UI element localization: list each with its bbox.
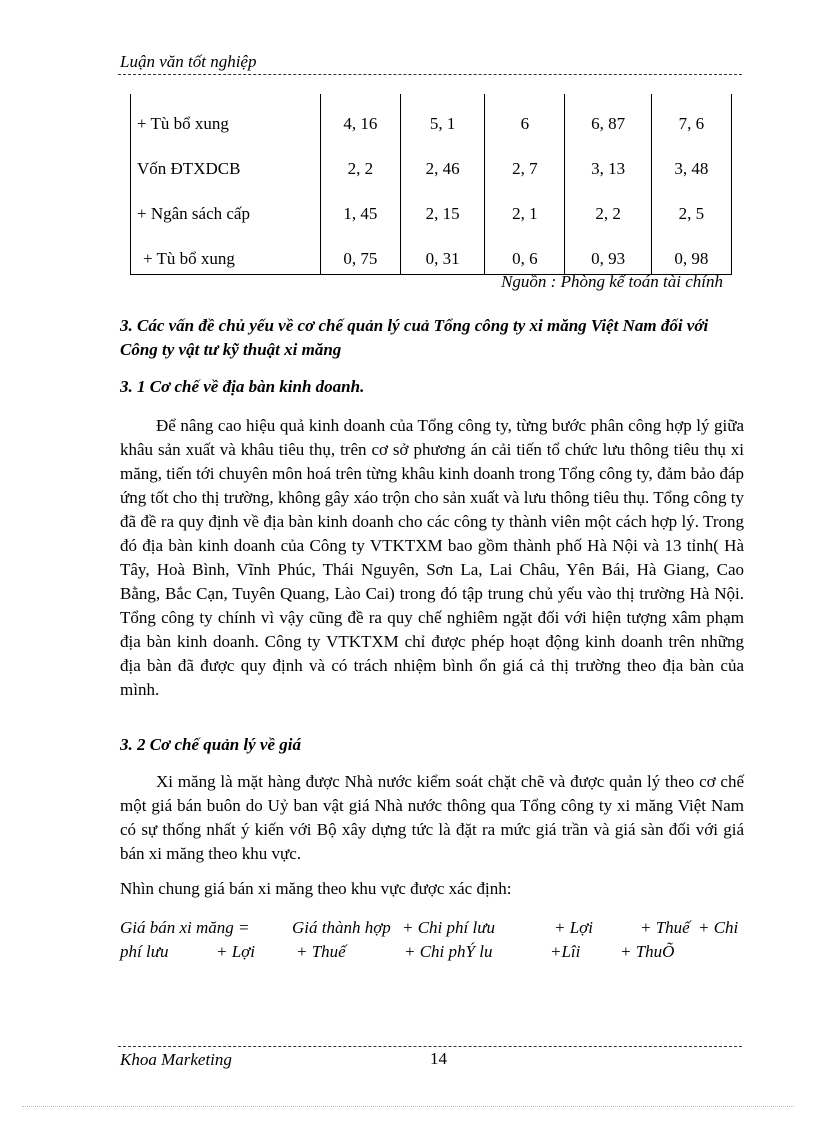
table-row [131,94,732,139]
formula-line [120,940,744,964]
formula-term: phí lưu [120,942,169,961]
section-3-1-paragraph [120,414,744,702]
table-cell: 3, 48 [651,139,731,184]
table-cell: 2, 15 [400,184,484,229]
table-cell: 5, 1 [400,94,484,139]
table-row-label: Vốn ĐTXDCB [131,139,321,184]
header-title: Luận văn tốt nghiệp [120,52,257,71]
table-cell: 2, 7 [485,139,565,184]
formula-term: + Chi phí lưu [402,918,496,937]
section-3-heading: 3. Các vấn đề chủ yếu về cơ chế quản lý cuả Tổng công ty xi măng Việt Nam đối với Công ty vật tư kỹ thuật xi măng [120,316,709,359]
formula-term: + Thuế [296,942,346,961]
paragraph-text: Xi măng là mặt hàng được Nhà nước kiểm soát chặt chẽ và được quản lý theo cơ chế một giá bán buôn do Uỷ ban vật giá Nhà nước thông qua Tổng công ty xi măng Việt Nam có sự thống nhất ý kiến với Bộ xây dựng tức là đặt ra mức giá trần và giá sàn đối với giá bán xi măng theo khu vực. [120,772,744,863]
formula-line [120,916,744,940]
price-formula [120,916,744,964]
formula-term: Giá thành hợp [292,918,391,937]
table-cell: 4, 16 [320,94,400,139]
table-cell: 7, 6 [651,94,731,139]
table-row [131,229,732,275]
table-cell: 0, 6 [485,229,565,275]
table-cell: 2, 5 [651,184,731,229]
header-divider [118,74,742,75]
table-cell: 0, 31 [400,229,484,275]
table-cell: 3, 13 [565,139,651,184]
table-cell: 2, 2 [565,184,651,229]
formula-term: + ThuÕ [620,942,675,961]
page-bottom-border [22,1106,794,1107]
table-cell: 1, 45 [320,184,400,229]
formula-term: + Chi [698,918,739,937]
table-cell: 6, 87 [565,94,651,139]
formula-term: + Lợi [216,942,255,961]
formula-term: + Chi phÝ lu [404,942,493,961]
data-table [130,94,732,275]
table-cell: 0, 93 [565,229,651,275]
table-row [131,139,732,184]
table-cell: 6 [485,94,565,139]
page-number: 14 [430,1049,447,1068]
formula-intro: Nhìn chung giá bán xi măng theo khu vực được xác định: [120,879,512,898]
table-cell: 0, 75 [320,229,400,275]
formula-term: Giá bán xi măng = [120,918,250,937]
table-cell: 2, 2 [320,139,400,184]
section-3-2-heading: 3. 2 Cơ chế quản lý về giá [120,735,301,754]
table-cell: 0, 98 [651,229,731,275]
footer-divider [118,1046,742,1047]
table-source-note: Nguồn : Phòng kế toán tài chính [501,272,723,291]
table-row-label: + Tù bổ xung [131,229,321,275]
table-row [131,184,732,229]
formula-term: +Lîi [550,942,581,961]
section-3-1-heading: 3. 1 Cơ chế về địa bàn kinh doanh. [120,377,365,396]
table-cell: 2, 1 [485,184,565,229]
formula-term: + Lợi [554,918,593,937]
formula-term: + Thuế [640,918,690,937]
paragraph-text: Để nâng cao hiệu quả kinh doanh của Tổng công ty, từng bước phân công hợp lý giữa khâu sản xuất và khâu tiêu thụ, trên cơ sở phương án cải tiến tổ chức lưu thông tiêu thụ xi măng, tiến tới chuyên môn hoá trên từng khâu kinh doanh trong Tổng công ty, đảm bảo đáp ứng tốt cho thị trường, không gây xáo trộn cho sản xuất và lưu thông tiêu thụ. Tổng công ty đã đề ra quy định về địa bàn kinh doanh cho các công ty thành viên một cách hợp lý. Trong đó địa bàn kinh doanh của Công ty VTKTXM bao gồm thành phố Hà Nội và 13 tỉnh( Hà Tây, Hoà Bình, Vĩnh Phúc, Thái Nguyên, Sơn La, Lai Châu, Yên Bái, Hà Giang, Cao Bằng, Bắc Cạn, Tuyên Quang, Lào Cai) trong đó tập trung chủ yếu vào thị trường Hà Nội. Tổng công ty chính vì vậy cũng đề ra quy chế nghiêm ngặt đối với hiện tượng xâm phạm địa bàn kinh doanh. Công ty VTKTXM chỉ được phép hoạt động kinh doanh trên những địa bàn đã được quy định và có trách nhiệm bình ổn giá cả thị trường theo địa bàn của mình. [120,416,744,699]
footer-department: Khoa Marketing [120,1050,232,1069]
table-row-label: + Ngân sách cấp [131,184,321,229]
table-cell: 2, 46 [400,139,484,184]
table-row-label: + Tù bổ xung [131,94,321,139]
section-3-2-paragraph [120,770,744,866]
